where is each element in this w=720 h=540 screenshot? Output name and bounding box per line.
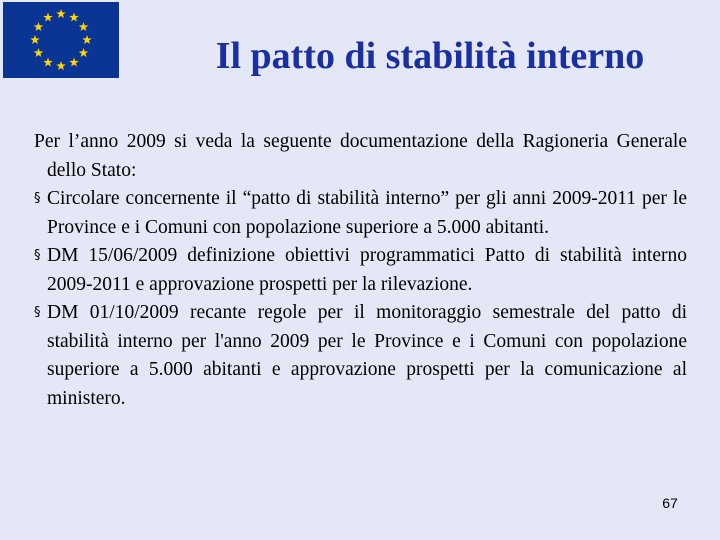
intro-paragraph: Per l’anno 2009 si veda la seguente documentazione della Ragioneria Generale dello Stato: [34, 131, 687, 181]
flag-star [56, 9, 66, 18]
flag-star [30, 35, 40, 44]
bullet-text: Circolare concernente il “patto di stabilità interno” per gli anni 2009-2011 per le Province e i Comuni con popolazione superiore a 5.000 abitanti. [47, 188, 687, 238]
flag-star [69, 58, 79, 67]
bullet-icon: § [34, 248, 41, 263]
bullet-text: DM 15/06/2009 definizione obiettivi programmatici Patto di stabilità interno 2009-2011 e approvazione prospetti per la rilevazione. [47, 245, 687, 295]
flag-star [56, 61, 66, 70]
flag-star [82, 35, 92, 44]
flag-star [79, 48, 89, 57]
bullet-text: DM 01/10/2009 recante regole per il monitoraggio semestrale del patto di stabilità interno per l'anno 2009 per le Province e i Comuni con popolazione superiore a 5.000 abitanti e approvazione prospetti per la comunicazione al ministero. [47, 302, 687, 409]
bullet-item-3 [34, 299, 687, 413]
flag-star [79, 22, 89, 31]
flag-star [43, 12, 53, 21]
page-number: 67 [662, 495, 678, 511]
flag-star [43, 58, 53, 67]
slide-title: Il patto di stabilità interno [215, 35, 645, 77]
bullet-icon: § [34, 191, 41, 206]
flag-star [69, 12, 79, 21]
flag-star [34, 22, 44, 31]
bullet-item-1 [34, 185, 687, 242]
flag-star [34, 48, 44, 57]
slide-body [34, 128, 687, 413]
bullet-item-2 [34, 242, 687, 299]
bullet-icon: § [34, 305, 41, 320]
eu-flag-icon [3, 2, 119, 78]
